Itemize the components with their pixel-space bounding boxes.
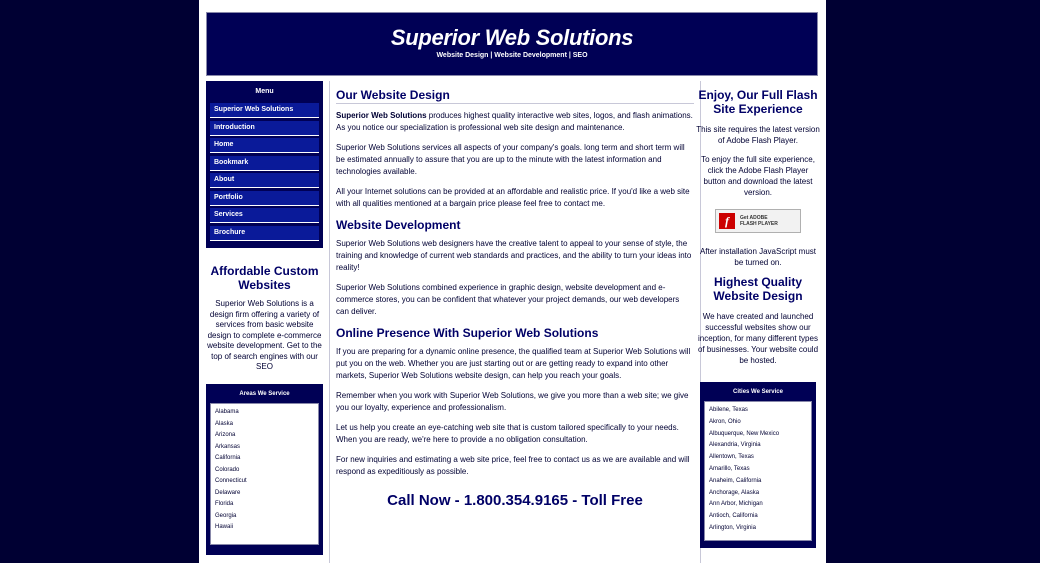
flash-button-line1: Get ADOBE	[740, 215, 768, 221]
heading-online-presence: Online Presence With Superior Web Solutions	[336, 326, 599, 340]
list-item[interactable]: Hawaii	[215, 524, 234, 530]
flash-requirement-text: This site requires the latest version of Adobe Flash Player.	[696, 125, 820, 145]
paragraph-pricing: All your Internet solutions can be provided at an affordable and realistic price. If you'd like a web site with all qualities mentioned at a bargain price please feel free to contact me.	[336, 187, 690, 208]
list-item[interactable]: Abilene, Texas	[709, 407, 748, 413]
flash-heading: Enjoy, Our Full Flash Site Experience	[698, 88, 818, 116]
site-title: Superior Web Solutions	[390, 25, 634, 50]
paragraph-intro	[336, 110, 694, 134]
flash-instruction-text: To enjoy the full site experience, click the Adobe Flash Player button and download the latest version.	[701, 155, 815, 197]
menu-title: Menu	[255, 88, 274, 95]
list-item[interactable]: Anchorage, Alaska	[709, 489, 760, 496]
list-item[interactable]: Georgia	[215, 512, 237, 519]
cities-title: Cities We Service	[733, 389, 783, 395]
affordable-heading: Affordable Custom Websites	[210, 264, 319, 292]
list-item[interactable]: Delaware	[215, 489, 241, 496]
list-item[interactable]: Antioch, California	[709, 513, 758, 520]
menu-item-about[interactable]: About	[210, 173, 319, 188]
paragraph-online-presence: If you are preparing for a dynamic online presence, the qualified team at Superior Web Solutions will put you on the web. Whether you are just starting out or are getting ready to expand into other markets, Superior Web Solutions website design, can help you reach your goals.	[336, 347, 691, 380]
heading-our-website-design: Our Website Design	[336, 88, 694, 104]
brand-name: Superior Web Solutions	[336, 111, 427, 120]
list-item[interactable]: Alabama	[215, 409, 239, 415]
list-item[interactable]: Connecticut	[215, 478, 247, 484]
list-item[interactable]: Arizona	[215, 432, 236, 438]
list-item[interactable]: Allentown, Texas	[709, 454, 754, 461]
list-item[interactable]: Amarillo, Texas	[709, 465, 750, 472]
affordable-text: Superior Web Solutions is a design firm offering a variety of services from basic website design to complete e-commerce website development. Get to the top of search engines with our SEO	[207, 299, 322, 371]
right-column	[696, 81, 820, 548]
list-item[interactable]: Albuquerque, New Mexico	[709, 430, 780, 437]
areas-list[interactable]	[210, 403, 319, 545]
list-item[interactable]: Arkansas	[215, 443, 241, 450]
site-header	[206, 12, 818, 76]
menu-item-introduction[interactable]: Introduction	[210, 121, 319, 136]
menu-item-home[interactable]: Home	[210, 138, 319, 153]
paragraph-intro-text: produces highest quality interactive web sites, logos, and flash animations. As you notice our specialization is professional web site design and maintenance.	[336, 111, 693, 132]
list-item[interactable]: Akron, Ohio	[709, 418, 741, 425]
paragraph-inquiries: For new inquiries and estimating a web site price, feel free to contact us as we are available and will respond as expeditiously as possible.	[336, 455, 690, 476]
flash-button-label	[740, 215, 778, 227]
site-tagline: Website Design | Website Development | SEO	[436, 52, 588, 59]
menu-item-portfolio[interactable]: Portfolio	[210, 191, 319, 206]
list-item[interactable]: California	[215, 455, 241, 461]
menu-item-brochure[interactable]: Brochure	[210, 226, 319, 241]
areas-title: Areas We Service	[239, 391, 290, 397]
areas-box	[206, 384, 323, 555]
list-item[interactable]: Florida	[215, 501, 234, 507]
quality-heading: Highest Quality Website Design	[713, 275, 803, 303]
menu-item-bookmark[interactable]: Bookmark	[210, 156, 319, 171]
quality-text: We have created and launched successful websites show our inception, for many different types of businesses. Your website could be hosted.	[697, 312, 819, 365]
cities-list[interactable]	[704, 401, 812, 541]
paragraph-help: Let us help you create an eye-catching web site that is custom tailored specifically to your needs. When you are ready, we're here to provide a no obligation consultation.	[336, 423, 679, 444]
menu-item-superior-web-solutions[interactable]: Superior Web Solutions	[210, 103, 319, 118]
paragraph-designers: Superior Web Solutions web designers have the creative talent to appeal to your sense of style, the training and knowledge of current web standards and practices, and the ability to turn your ideas into reality!	[336, 239, 692, 272]
list-item[interactable]: Arlington, Virginia	[709, 524, 756, 531]
list-item[interactable]: Ann Arbor, Michigan	[709, 501, 763, 508]
list-item[interactable]: Alexandria, Virginia	[709, 442, 761, 449]
flash-button-line2: FLASH PLAYER	[740, 221, 778, 227]
menu-item-services[interactable]: Services	[210, 208, 319, 223]
paragraph-experience: Superior Web Solutions combined experience in graphic design, website development and e-commerce stores, you can be confident that whatever your project demands, our web developers can deliver.	[336, 283, 680, 316]
main-content	[329, 81, 701, 563]
cities-box	[700, 382, 816, 548]
paragraph-services: Superior Web Solutions services all aspects of your company's goals. long term and short term will be estimated annually to assure that you are up to the minute with the latest information and technologies available.	[336, 143, 685, 176]
get-flash-player-button[interactable]	[715, 209, 801, 233]
list-item[interactable]: Colorado	[215, 466, 240, 473]
heading-website-development: Website Development	[336, 218, 461, 232]
menu-box	[206, 81, 323, 248]
left-column	[206, 81, 323, 555]
page-container	[199, 0, 826, 563]
javascript-note: After installation JavaScript must be turned on.	[699, 247, 817, 267]
list-item[interactable]: Anaheim, California	[709, 477, 762, 484]
list-item[interactable]: Alaska	[215, 420, 234, 427]
flash-logo-icon: f	[719, 213, 735, 229]
call-now-phone: Call Now - 1.800.354.9165 - Toll Free	[387, 492, 643, 509]
paragraph-remember: Remember when you work with Superior Web Solutions, we give you more than a web site; we give you our loyalty, experience and professionalism.	[336, 391, 689, 412]
